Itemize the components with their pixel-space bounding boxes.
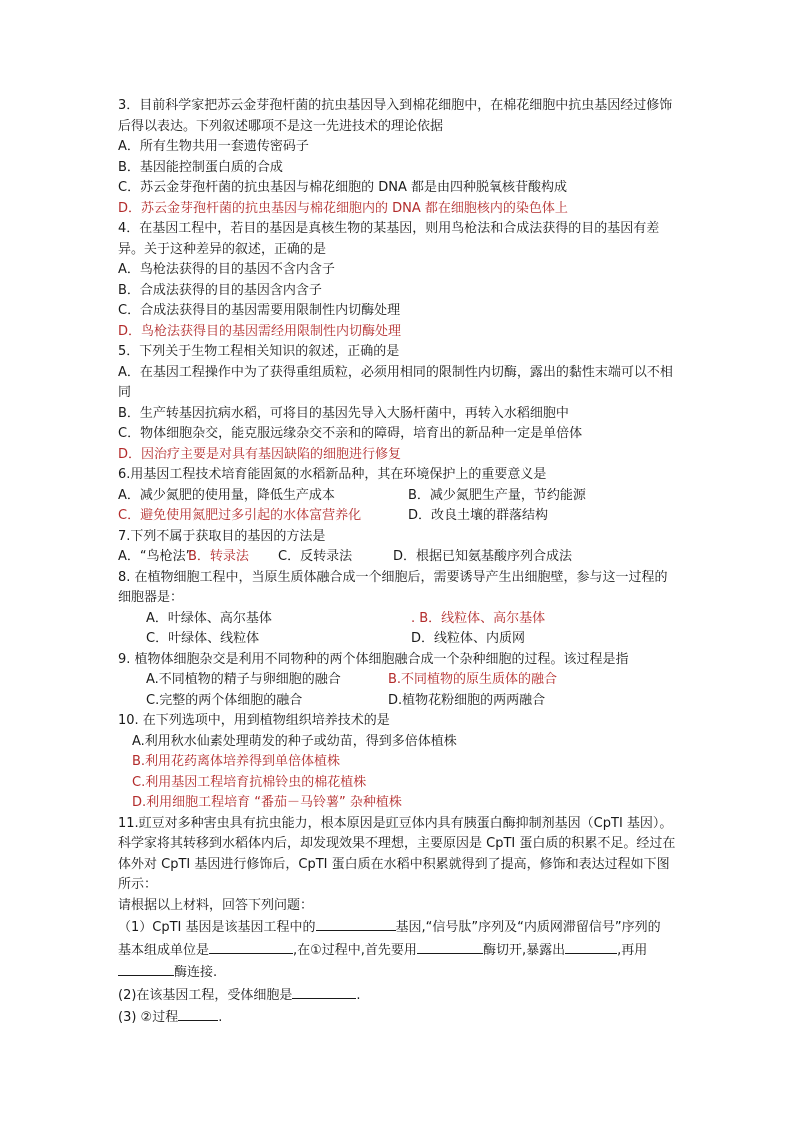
question-11-part-2: (2)在该基因工程，受体细胞是 . xyxy=(118,984,678,1007)
question-4-option-a: A．鸟枪法获得的目的基因不含内含子 xyxy=(118,262,335,277)
question-10-option-c-answer: C.利用基因工程培育抗棉铃虫的棉花植株 xyxy=(132,774,367,790)
question-11-prompt: 请根据以上材料，回答下列问题： xyxy=(118,897,314,913)
answer-blank[interactable] xyxy=(118,961,174,976)
question-10-option-d-answer: D.利用细胞工程培育 “番茄－马铃薯” 杂种植株 xyxy=(132,795,402,810)
question-10-option-a: A.利用秋水仙素处理萌发的种子或幼苗，得到多倍体植株 xyxy=(132,733,457,749)
question-4-stem: 4．在基因工程中，若目的基因是真核生物的某基因，则用鸟枪法和合成法获得的目的基因有差异。关于这种差异的叙述，正确的是 xyxy=(118,221,660,257)
question-6-option-d: D．改良土壤的群落结构 xyxy=(408,508,549,523)
question-5-stem: 5．下列关于生物工程相关知识的叙述，正确的是 xyxy=(118,344,400,359)
question-5-option-c: C．物体细胞杂交，能克服远缘杂交不亲和的障碍，培育出的新品种一定是单倍体 xyxy=(118,426,583,441)
question-8-option-d: D．线粒体、内质网 xyxy=(411,631,526,646)
question-6-option-b: B．减少氮肥生产量，节约能源 xyxy=(408,487,586,503)
question-3-stem: 3．目前科学家把苏云金芽孢杆菌的抗虫基因导入到棉花细胞中，在棉花细胞中抗虫基因经过修饰后得以表达。下列叙述哪项不是这一先进技术的理论依据 xyxy=(118,98,673,134)
question-3-option-d-answer: D．苏云金芽孢杆菌的抗虫基因与棉花细胞内的 DNA 都在细胞核内的染色体上 xyxy=(118,200,568,216)
question-3 xyxy=(118,96,678,219)
question-9-option-d: D.植物花粉细胞的两两融合 xyxy=(388,692,546,708)
question-6-option-a: A．减少氮肥的使用量，降低生产成本 xyxy=(118,487,335,503)
question-6-option-c-answer: C．避免使用氮肥过多引起的水体富营养化 xyxy=(118,508,362,523)
question-8-option-b-answer: . B．线粒体、高尔基体 xyxy=(411,610,546,626)
question-10-option-b-answer: B.利用花药离体培养得到单倍体植株 xyxy=(132,754,341,769)
question-9 xyxy=(118,650,678,712)
question-4-option-d-answer: D．鸟枪法获得目的基因需经用限制性内切酶处理 xyxy=(118,323,402,339)
answer-blank[interactable] xyxy=(565,939,617,954)
question-9-option-b-answer: B.不同植物的原生质体的融合 xyxy=(388,672,558,687)
question-10 xyxy=(118,711,678,814)
question-9-option-a: A.不同植物的精子与卵细胞的融合 xyxy=(146,672,341,687)
question-4-option-b: B．合成法获得的目的基因含内含子 xyxy=(118,282,322,298)
question-6-stem: 6.用基因工程技术培育能固氮的水稻新品种，其在环境保护上的重要意义是 xyxy=(118,467,547,482)
question-11-stem: 11.豇豆对多种害虫具有抗虫能力，根本原因是豇豆体内具有胰蛋白酶抑制剂基因（CpTI 基因）。科学家将其转移到水稻体内后，却发现效果不理想，主要原因是 CpTI 蛋白质的积累不足。经过在体外对 CpTI 基因进行修饰后，CpTI 蛋白质在水稻中积累就得到了提高，修饰和表达过程如下图所示： xyxy=(118,815,676,892)
question-4-option-c: C．合成法获得目的基因需要用限制性内切酶处理 xyxy=(118,303,401,318)
question-11-part-1-line-1: （1）CpTI 基因是该基因工程中的 基因,“信号肽”序列及“内质网滞留信号”序列的 xyxy=(118,916,678,939)
question-7-option-b-answer: B．转录法 xyxy=(188,549,249,564)
question-8 xyxy=(118,568,678,650)
question-5-option-b: B．生产转基因抗病水稻，可将目的基因先导入大肠杆菌中，再转入水稻细胞中 xyxy=(118,405,569,421)
question-8-stem: 8. 在植物细胞工程中，当原生质体融合成一个细胞后，需要诱导产生出细胞壁，参与这一过程的细胞器是： xyxy=(118,569,668,605)
question-10-stem: 10. 在下列选项中，用到植物组织培养技术的是 xyxy=(118,713,390,728)
question-11 xyxy=(118,814,678,1029)
question-3-option-b: B．基因能控制蛋白质的合成 xyxy=(118,159,283,175)
answer-blank[interactable] xyxy=(417,939,483,954)
answer-blank[interactable] xyxy=(316,916,396,931)
question-8-option-c: C．叶绿体、线粒体 xyxy=(146,631,260,646)
answer-blank[interactable] xyxy=(292,984,356,999)
question-7-option-c: C．反转录法 xyxy=(278,549,353,564)
question-11-part-1-line-2: 基本组成单位是 ,在①过程中,首先要用 酶切开,暴露出 ,再用 xyxy=(118,939,678,962)
answer-blank[interactable] xyxy=(178,1006,218,1021)
question-9-stem: 9. 植物体细胞杂交是利用不同物种的两个体细胞融合成一个杂种细胞的过程。该过程是指 xyxy=(118,651,629,667)
question-5-option-d-answer: D．因治疗主要是对具有基因缺陷的细胞进行修复 xyxy=(118,446,402,462)
question-5 xyxy=(118,342,678,465)
question-7-stem: 7.下列不属于获取目的基因的方法是 xyxy=(118,528,326,544)
question-11-part-3: (3) ②过程 . xyxy=(118,1006,678,1029)
question-9-option-c: C.完整的两个体细胞的融合 xyxy=(146,692,303,708)
answer-blank[interactable] xyxy=(209,939,293,954)
question-3-option-a: A．所有生物共用一套遗传密码子 xyxy=(118,139,309,154)
question-7-option-d: D．根据已知氨基酸序列合成法 xyxy=(393,549,573,564)
question-11-part-1-line-3: 酶连接. xyxy=(118,961,678,984)
question-6 xyxy=(118,465,678,527)
exam-page xyxy=(118,96,678,1029)
question-7 xyxy=(118,527,678,568)
question-3-option-c: C．苏云金芽孢杆菌的抗虫基因与棉花细胞的 DNA 都是由四种脱氧核苷酸构成 xyxy=(118,180,567,195)
question-7-option-a: A．“鸟枪法” xyxy=(118,549,193,564)
question-5-option-a: A．在基因工程操作中为了获得重组质粒，必须用相同的限制性内切酶，露出的黏性末端可以不相同 xyxy=(118,364,673,400)
question-4 xyxy=(118,219,678,342)
question-8-option-a: A．叶绿体、高尔基体 xyxy=(146,610,272,626)
